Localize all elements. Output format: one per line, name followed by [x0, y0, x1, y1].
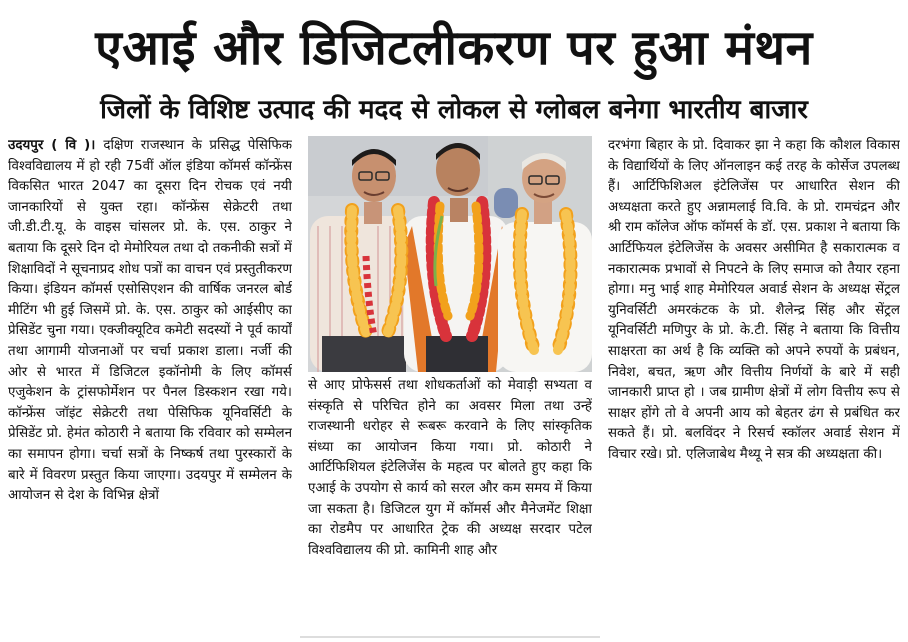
article-column-3: [608, 136, 900, 616]
column-1-text: दक्षिण राजस्थान के प्रसिद्ध पेसिफिक विश्वविद्यालय में हो रही 75वीं ऑल इंडिया कॉमर्स कॉन्फ्रेंस विकसित भारत 2047 का दूसरा दिन रोचक एवं नयी जानकारियों से युक्त रहा। कॉन्फ्रेंस सेक्रेटरी तथा जी.डी.टी.यू. के वाइस चांसलर प्रो. के. एस. ठाकुर ने बताया कि दूसरे दिन दो मेमोरियल तथा दो तकनीकी सत्रों में शिक्षाविदों ने सूचनाप्रद शोध पत्रों का वाचन एवं प्रस्तुतीकरण किया। इंडियन कॉमर्स एसोसिएशन की वार्षिक जनरल बोर्ड मीटिंग भी हुई जिसमें प्रो. के. एस. ठाकुर को आईसीए का प्रेसिडेंट चुना गया। एक्जीक्यूटिव कमेटी सदस्यों ने पूर्व कार्यों तथा आगामी योजनाओं पर चर्चा प्रकाश डाला। नर्जी की ओर से भारत में डिजिटल इकॉनोमी के लिए कॉमर्स एजुकेशन के ट्रांसफोर्मेशन पर पैनल डिस्कशन रखा गये। कॉन्फ्रेंस जॉइंट सेक्रेटरी तथा पेसिफिक यूनिवर्सिटी के प्रेसिडेंट प्रो. हेमंत कोठारी ने बताया कि रविवार को सम्मेलन का समापन होगा। चर्चा सत्रों के निष्कर्ष तथा पुरस्कारों के बारे में विवरण प्रस्तुत किया जाएगा। उदयपुर में सम्मेलन के आयोजन से देश के विभिन्न क्षेत्रों: [8, 138, 292, 504]
article-column-2: [308, 376, 592, 636]
cropped-previous-article-strip: [0, 0, 908, 8]
headline: एआई और डिजिटलीकरण पर हुआ मंथन: [95, 20, 813, 76]
cropped-bottom-mark: [300, 636, 600, 638]
photo-illustration: [308, 136, 592, 372]
dateline: उदयपुर ( वि )।: [8, 138, 104, 153]
subheadline: जिलों के विशिष्ट उत्पाद की मदद से लोकल से ग्लोबल बनेगा भारतीय बाजार: [100, 95, 808, 125]
column-2-text: से आए प्रोफेसर्स तथा शोधकर्ताओं को मेवाड़ी सभ्यता व संस्कृति से परिचित होने का अवसर मिला तथा उन्हें राजस्थानी धरोहर से रूबरू करवाने के लिए सांस्कृतिक संध्या का आयोजन किया गया। प्रो. कोठारी ने आर्टिफिशियल इंटेलिजेंस के महत्व पर बोलते हुए कहा कि एआई के उपयोग से कार्य को सरल और कम समय में किया जा सकता है। डिजिटल युग में कॉमर्स और मैनेजमेंट शिक्षा का रोडमैप पर आधारित ट्रेक की अध्यक्ष सरदार पटेल विश्वविद्यालय की प्रो. कामिनी शाह और: [308, 378, 592, 558]
article-column-1: [8, 136, 292, 636]
news-photo-three-men-with-garlands: [308, 136, 592, 372]
column-3-text: दरभंगा बिहार के प्रो. दिवाकर झा ने कहा कि कौशल विकास के विद्यार्थियों के लिए ऑनलाइन कई तरह के कोर्सेज उपलब्ध हैं। आर्टिफिशिअल इंटेलिजेंस पर आधारित सेशन की अध्यक्षता करते हुए अन्नामलाई वि.वि. के प्रो. रामचंद्रन और श्री राम कॉलेज ऑफ कॉमर्स के डॉ. एस. प्रकाश ने बताया कि आर्टिफियल इंटेलिजेंस के अवसर असीमित है सकारात्मक व नकारात्मक प्रभावों से निपटने के लिए समाज को तैयार रहना होगा। मनु भाई शाह मेमोरियल अवार्ड सेशन के अध्यक्ष सेंट्रल युनिवर्सिटी अमरकंटक के प्रो. शैलेन्द्र सिंह और सेंट्रल यूनिवर्सिटी मणिपुर के प्रो. के.टी. सिंह ने बताया कि वित्तीय साक्षरता का अर्थ है कि व्यक्ति को अपने रुपयों के प्रबंधन, निवेश, बचत, ऋण और वित्तीय निर्णयों के बारे में सही जानकारी प्राप्त हो । जब ग्रामीण क्षेत्रों में लोग वित्तीय रूप से साक्षर होंगे तो वे अपनी आय को बेहतर ढंग से प्रबंधित कर सकते हैं। प्रो. बलविंदर ने रिसर्च स्कॉलर अवार्ड सेशन में विचार रखे। प्रो. एलिजाबेथ मैथ्यू ने सत्र की अध्यक्षता की।: [608, 138, 900, 462]
